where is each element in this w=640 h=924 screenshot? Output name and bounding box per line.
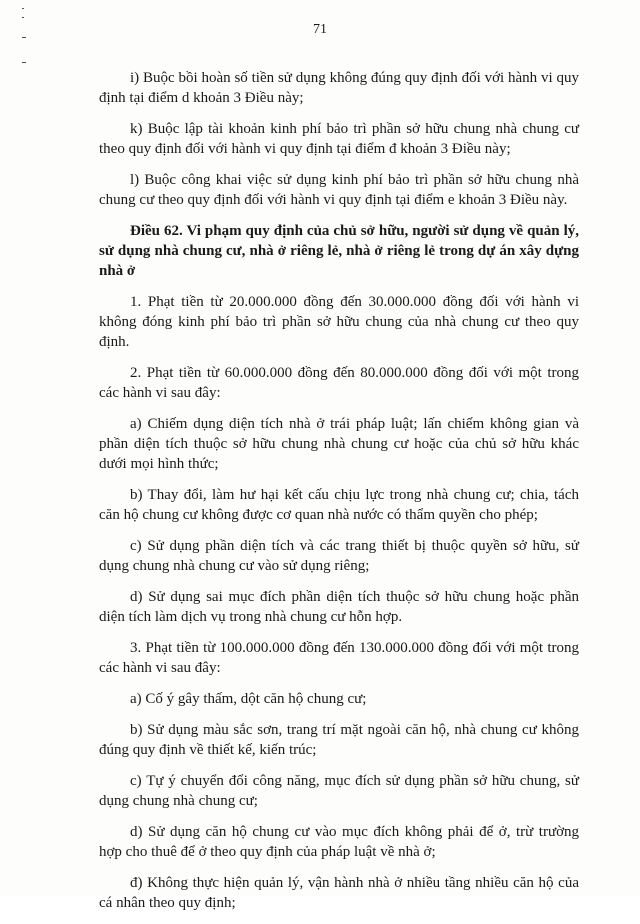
clause-2-point-a: a) Chiếm dụng diện tích nhà ở trái pháp luật; lấn chiếm không gian và phần diện tích thuộc sở hữu chung nhà chung cư hoặc của chủ sở hữu khác dưới mọi hình thức; [99, 416, 579, 472]
page-number: 71 [313, 22, 327, 37]
document-body [99, 68, 579, 924]
paragraph-l: l) Buộc công khai việc sử dụng kinh phí bảo trì phần sở hữu chung nhà chung cư theo quy định đối với hành vi quy định tại điểm e khoản 3 Điều này. [99, 172, 579, 208]
paragraph-i: i) Buộc bồi hoàn số tiền sử dụng không đúng quy định đối với hành vi quy định tại điểm d khoản 3 Điều này; [99, 70, 579, 106]
edge-mark [22, 8, 24, 9]
clause-3-point-dd: đ) Không thực hiện quản lý, vận hành nhà ở nhiều tầng nhiều căn hộ của cá nhân theo quy định; [99, 875, 579, 911]
edge-mark [22, 17, 24, 18]
article-62-heading: Điều 62. Vi phạm quy định của chủ sở hữu, người sử dụng về quản lý, sử dụng nhà chung cư, nhà ở riêng lẻ, nhà ở riêng lẻ trong dự án xây dựng nhà ở [99, 223, 579, 279]
clause-2-point-d: d) Sử dụng sai mục đích phần diện tích thuộc sở hữu chung hoặc phần diện tích làm dịch vụ trong nhà chung cư hỗn hợp. [99, 589, 579, 625]
paragraph-k: k) Buộc lập tài khoản kinh phí bảo trì phần sở hữu chung nhà chung cư theo quy định đối với hành vi quy định tại điểm đ khoản 3 Điều này; [99, 121, 579, 157]
clause-3-point-c: c) Tự ý chuyển đổi công năng, mục đích sử dụng phần sở hữu chung, sử dụng chung nhà chung cư; [99, 773, 579, 809]
clause-1: 1. Phạt tiền từ 20.000.000 đồng đến 30.000.000 đồng đối với hành vi không đóng kinh phí bảo trì phần sở hữu chung của nhà chung cư theo quy định. [99, 294, 579, 350]
clause-3-point-d: d) Sử dụng căn hộ chung cư vào mục đích không phải để ở, trừ trường hợp cho thuê để ở theo quy định của pháp luật về nhà ở; [99, 824, 579, 860]
clause-3-point-a: a) Cố ý gây thấm, dột căn hộ chung cư; [130, 691, 367, 707]
edge-mark [22, 62, 26, 63]
clause-3-point-b: b) Sử dụng màu sắc sơn, trang trí mặt ngoài căn hộ, nhà chung cư không đúng quy định về thiết kế, kiến trúc; [99, 722, 579, 758]
clause-2: 2. Phạt tiền từ 60.000.000 đồng đến 80.000.000 đồng đối với một trong các hành vi sau đây: [99, 365, 579, 401]
clause-3: 3. Phạt tiền từ 100.000.000 đồng đến 130.000.000 đồng đối với một trong các hành vi sau đây: [99, 640, 579, 676]
clause-2-point-b: b) Thay đổi, làm hư hại kết cấu chịu lực trong nhà chung cư; chia, tách căn hộ chung cư không được cơ quan nhà nước có thẩm quyền cho phép; [99, 487, 579, 523]
clause-2-point-c: c) Sử dụng phần diện tích và các trang thiết bị thuộc quyền sở hữu, sử dụng chung nhà chung cư vào sử dụng riêng; [99, 538, 579, 574]
